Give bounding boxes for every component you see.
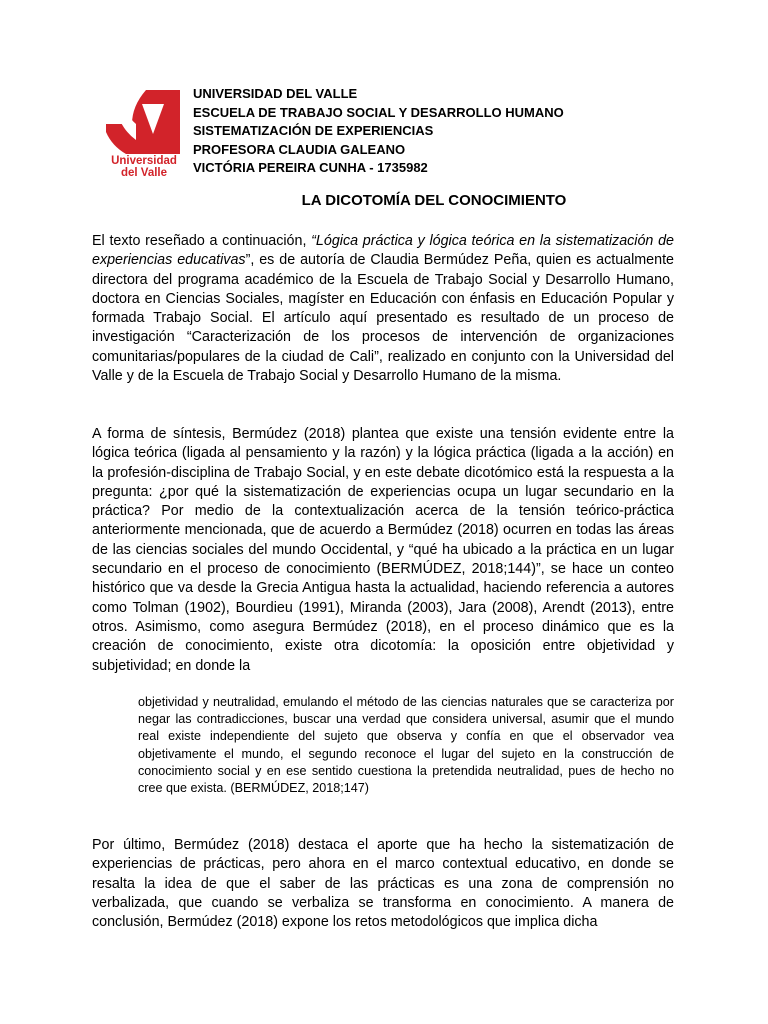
- document-title: LA DICOTOMÍA DEL CONOCIMIENTO: [301, 192, 567, 209]
- paragraph-1-start: El texto reseñado a continuación,: [92, 233, 312, 249]
- document-header: [193, 85, 564, 178]
- univalle-logo-icon: [106, 84, 180, 154]
- university-logo: [106, 84, 182, 180]
- paragraph-2: A forma de síntesis, Bermúdez (2018) plantea que existe una tensión evidente entre la lógica teórica (ligada al pensamiento y la razón) y la lógica práctica (ligada a la acción) en la profesión-disciplina de Trabajo Social, y en este debate dicotómico está la respuesta a la pregunta: ¿por qué la sistematización de experiencias ocupa un lugar secundario en la práctica? Por medio de la contextualización acerca de la tensión teórico-práctica anteriormente mencionada, que de acuerdo a Bermúdez (2018) ocurren en todas las áreas de las ciencias sociales del mundo Occidental, y “qué ha ubicado a la práctica en un lugar secundario en el proceso de conocimiento (BERMÚDEZ, 2018;144)”, se hace un conteo histórico que va desde la Grecia Antigua hasta la actualidad, haciendo referencia a autores como Tolman (1902), Bourdieu (1991), Miranda (2003), Jara (2008), Arendt (2013), entre otros. Asimismo, como asegura Bermúdez (2018), en el proceso dinámico que es la creación de conocimiento, existe otra dicotomía: la oposición entre objetividad y subjetividad; en donde la: [92, 426, 674, 674]
- header-university: UNIVERSIDAD DEL VALLE: [193, 86, 358, 101]
- header-professor: PROFESORA CLAUDIA GALEANO: [193, 141, 406, 157]
- logo-line-2: del Valle: [120, 167, 168, 179]
- block-quote: objetividad y neutralidad, emulando el método de las ciencias naturales que se caracteriza por negar las contradicciones, buscar una verdad que considera universal, asumir que el mundo real existe independiente del sujeto que observa y confía en que el observador vea objetivamente el mundo, el segundo reconoce el lugar del sujeto en la construcción de conocimiento social y en ese sentido cuestiona la pretendida neutralidad, pues de hecho no cree que exista. (BERMÚDEZ, 2018;147): [138, 695, 674, 796]
- paragraph-1: [92, 232, 674, 386]
- logo-text: [106, 155, 182, 179]
- logo-line-1: Universidad: [111, 155, 177, 167]
- header-school: ESCUELA DE TRABAJO SOCIAL Y DESARROLLO HUMANO: [193, 104, 564, 120]
- header-course: SISTEMATIZACIÓN DE EXPERIENCIAS: [193, 123, 434, 139]
- paragraph-3: Por último, Bermúdez (2018) destaca el aporte que ha hecho la sistematización de experiencias de prácticas, pero ahora en el marco contextual educativo, en donde se resalta la idea de que el saber de las prácticas es una zona de comprensión no verbalizada, que cuando se verbaliza se transforma en conocimiento. A manera de conclusión, Bermúdez (2018) expone los retos metodológicos que implica dicha: [92, 837, 674, 931]
- paragraph-1-rest: ”, es de autoría de Claudia Bermúdez Peña, quien es actualmente directora del programa académico de la Escuela de Trabajo Social y Desarrollo Humano, doctora en Ciencias Sociales, magíster en Educación con énfasis en Educación Popular y formada Trabajo Social. El artículo aquí presentado es resultado de un proceso de investigación “Caracterización de los procesos de intervención de organizaciones comunitarias/populares de la ciudad de Cali”, realizado en conjunto con la Universidad del Valle y de la Escuela de Trabajo Social y Desarrollo Humano de la misma.: [92, 252, 675, 385]
- paragraph-1-italic-title: “Lógica práctica y lógica teórica en la sistematización de experiencias educativas: [92, 233, 675, 269]
- header-student: VICTÓRIA PEREIRA CUNHA - 1735982: [193, 160, 428, 176]
